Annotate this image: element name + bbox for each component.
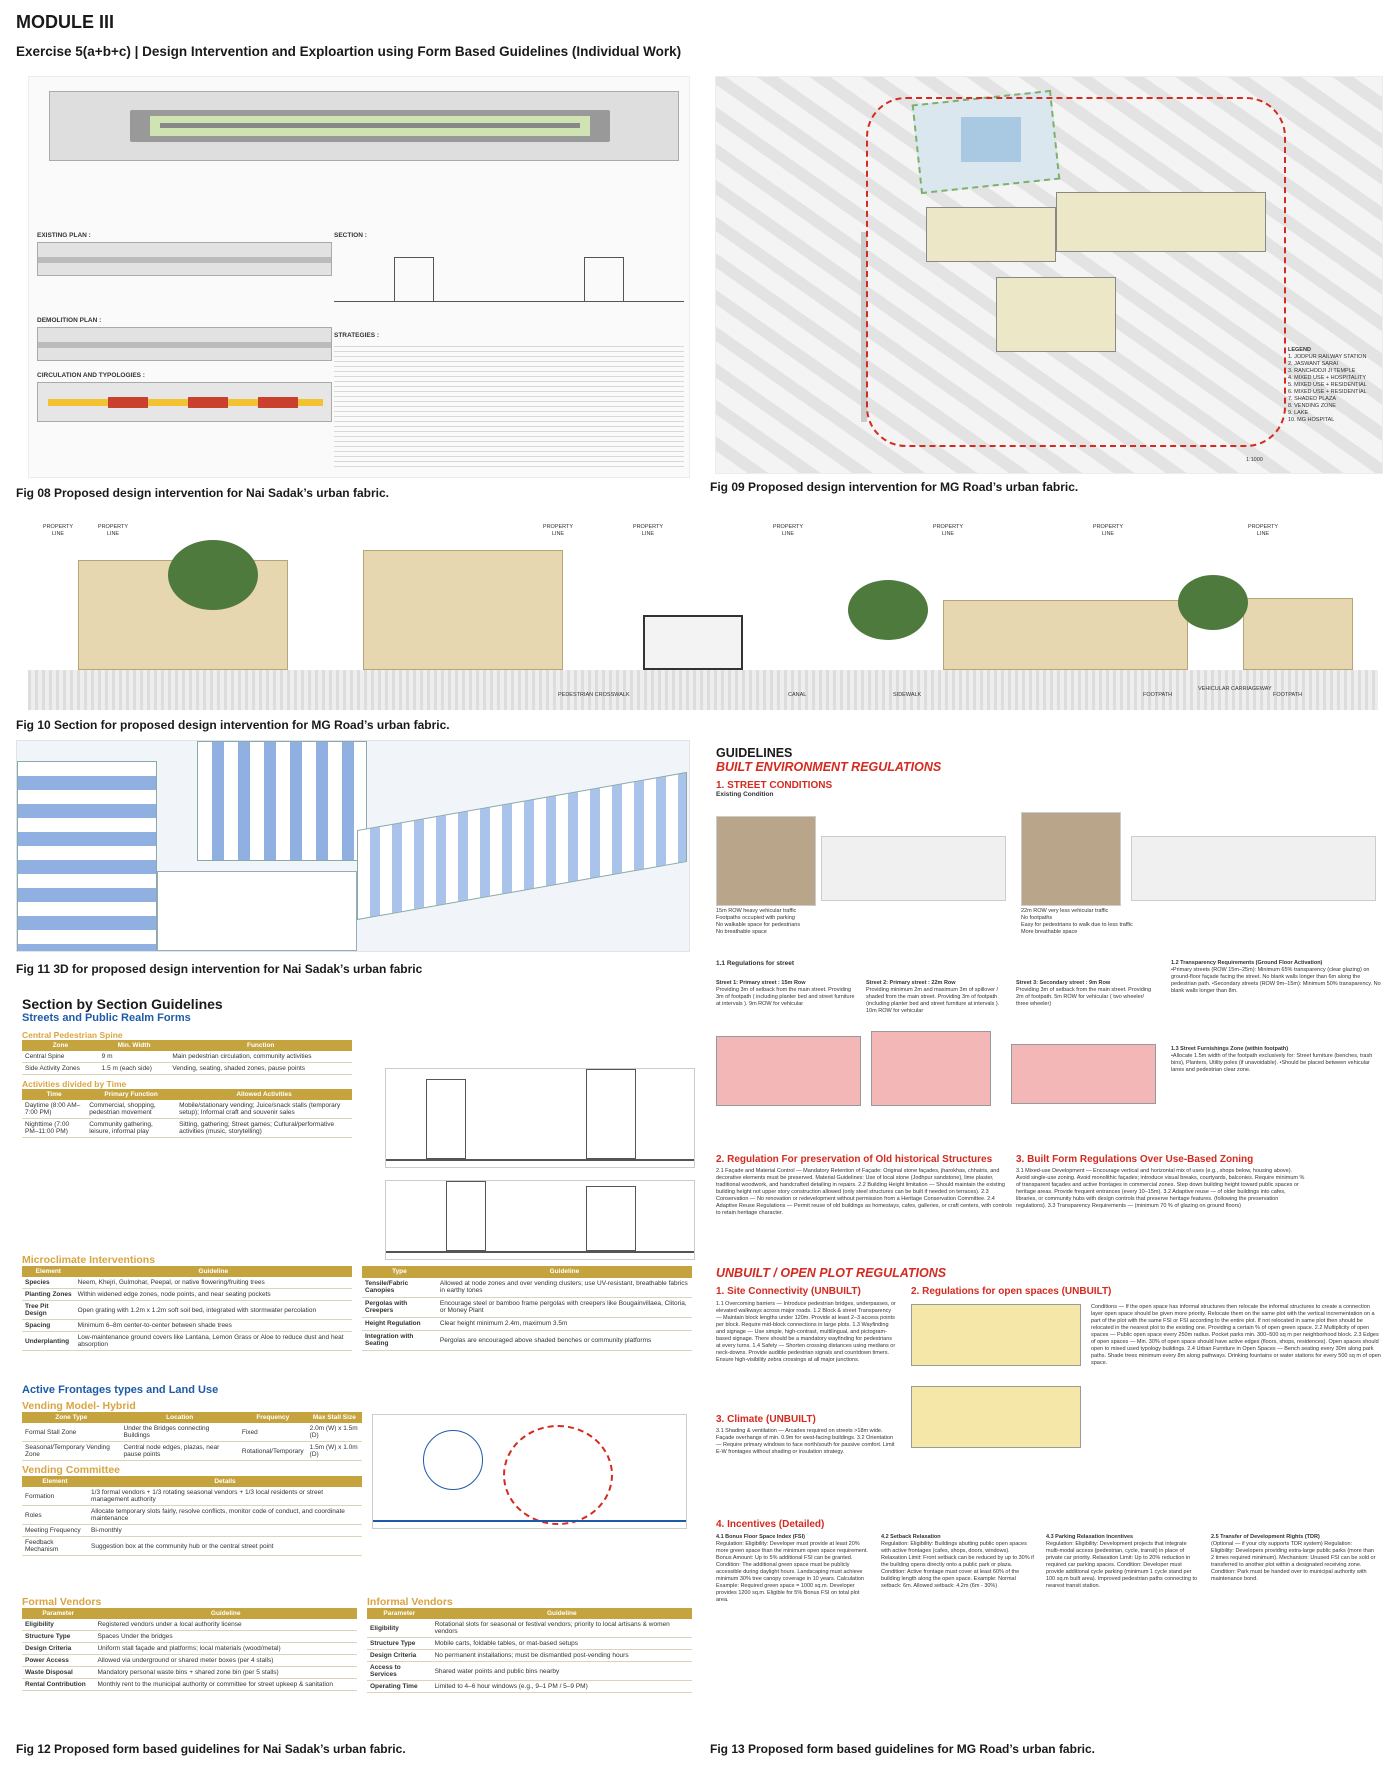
circulation-label: CIRCULATION AND TYPOLOGIES : bbox=[37, 372, 145, 379]
fig13-caption: Fig 13 Proposed form based guidelines for MG Road’s urban fabric. bbox=[710, 1742, 1095, 1756]
table-row: Access to Services Shared water points and public bins nearby bbox=[367, 1662, 692, 1681]
vending-table: Zone Type Location Frequency Max Stall Size Formal Stall Zone Under the Bridges connecting Buildings Fixed 2.0m (W) x 1.5m (D) Seasonal/Temporary Vending Zone Central node edges, plazas, near pause points Rotational/Temporary 1.5m (W) x 1.0m (D) bbox=[22, 1412, 362, 1461]
strategies-label: STRATEGIES : bbox=[334, 332, 380, 339]
legend-item: 8. VENDING ZONE bbox=[1288, 403, 1336, 409]
section-dim-label: SIDEWALK bbox=[893, 692, 922, 698]
table-row: Eligibility Registered vendors under a local authority license bbox=[22, 1619, 357, 1631]
micro-table-2: Type Guideline Tensile/Fabric Canopies Allowed at node zones and over vending clusters; use UV-resistant, breathable fabrics in earthy tones Pergolas with Creepers Encourage steel or bamboo frame pergolas with creepers like Bougainvillaea, Clitoria, or Money Plant Height Regulation Clear height minimum 2.4m, maximum 3.5m Integration with Seating Pergolas are encouraged above shaded benches or community platforms bbox=[362, 1266, 692, 1351]
unbuilt-2-text: Conditions — If the open space has informal structures then relocate the informal structures to create a connection layer open space should be given more priority. Relocate them on the same plot with the vertical incrementation on a part of the plot with the same FSI or FSI according to the entire plot. If not relocated in same plot then should be relocated in the nearest plot to the existing one. Providing a certain % of open green space. 2.2 Multiplicity of open spaces — Public open space every 250m radius. Pocket parks min. 300–500 sq m per neighborhood block. 2.3 Edges of open spaces — Min. 30% of open space should have active edges (floors, shops, residences). Open spaces should open to mixed used typology buildings. 2.4 Urban Furniture in Open Spaces — Bench seating every 30m along park paths. Shade trees minimum every 8m along pathways. Drinking fountains or water stations for every 500 sq m of open space. bbox=[1091, 1304, 1381, 1366]
street-3: Street 3: Secondary street : 9m Row Providing 3m of setback from the main street. Providing 2m of footpath. 5m ROW for vehicular ( two wheeler/ three wheeler) bbox=[1016, 980, 1152, 1007]
mg-title: GUIDELINES bbox=[716, 746, 793, 760]
table-row: Underplanting Low-maintenance ground covers like Lantana, Lemon Grass or Aloe to reduce dust and heat absorption bbox=[22, 1332, 352, 1351]
fig09-legend bbox=[1288, 347, 1378, 424]
street-elev-2 bbox=[1131, 836, 1376, 901]
property-line-label: PROPERTY LINE bbox=[772, 524, 804, 537]
time-table: Time Primary Function Allowed Activities Daytime (8:00 AM–7:00 PM) Commercial, shopping, pedestrian movement Mobile/stationary vending; Juice/snack stalls (temporary setup); Informal craft and souvenir sales Nighttime (7:00 PM–11:00 PM) Community gathering, leisure, informal play Sitting, gathering; Street games; Cultural/performative activities (music, storytelling) bbox=[22, 1089, 352, 1138]
reg-3-title: 3. Built Form Regulations Over Use-Based Zoning bbox=[1016, 1154, 1254, 1165]
ns-title: Section by Section Guidelines bbox=[22, 996, 223, 1012]
vending-sketch bbox=[372, 1414, 687, 1529]
formal-vendors bbox=[22, 1596, 357, 1691]
condition-2: 22m ROW very less vehicular traffic No footpaths Easy for pedestrians to walk due to less traffic More breathable space bbox=[1021, 908, 1133, 935]
table-row: Height Regulation Clear height minimum 2.4m, maximum 3.5m bbox=[362, 1318, 692, 1331]
street-conditions: 1. STREET CONDITIONS bbox=[716, 780, 833, 791]
property-line-label: PROPERTY LINE bbox=[632, 524, 664, 537]
table-row: Structure Type Spaces Under the bridges bbox=[22, 1631, 357, 1643]
mg-guidelines bbox=[716, 746, 1381, 1736]
legend-item: 10. MG HOSPITAL bbox=[1288, 417, 1335, 423]
section-dim-label: VEHICULAR CARRIAGEWAY bbox=[1198, 686, 1272, 692]
table-row: Design Criteria Uniform stall façade and platforms; local materials (wood/metal) bbox=[22, 1643, 357, 1655]
legend-item: 9. LAKE bbox=[1288, 410, 1309, 416]
legend-item: 1. JODPUR RAILWAY STATION bbox=[1288, 354, 1367, 360]
ns-subtitle: Streets and Public Realm Forms bbox=[22, 1012, 191, 1024]
property-line-label: PROPERTY LINE bbox=[42, 524, 74, 537]
spine-title: Central Pedestrian Spine bbox=[22, 1030, 123, 1040]
fig12-caption: Fig 12 Proposed form based guidelines for Nai Sadak’s urban fabric. bbox=[16, 1742, 406, 1756]
existing-plan-label: EXISTING PLAN : bbox=[37, 232, 91, 239]
incentive-2: 4.2 Setback Relaxation Regulation: Eligibility: Buildings abutting public open spaces with active frontages (cafes, shops, doors, windows). Relaxation Limit: Front setback can be reduced by up to 30% if the building opens directly onto a public park or plaza. Condition: Active frontage must cover at least 60% of the building length along the open space. Example: Normal setback: 6m. Allowed setback: 4.2m (6m - 30%) bbox=[881, 1534, 1034, 1589]
section-building-2 bbox=[363, 550, 563, 670]
reg-2-text: 2.1 Façade and Material Control — Mandatory Retention of Façade: Original stone façades, jharokhas, chhatris, and decorative elements must be preserved. Material Guidelines: Use of local stone (Jodhpur sandstone), lime plaster, traditional woodwork, and handcrafted detailing in repairs. 2.2 Building Height limitation — Should maintain the existing building height not upper story construction allowed (only steel structures can be built if needed on terraces). 2.3 Conservation — No renovation or redevelopment without permission from a Heritage Conservation Committee. 2.4 Adaptive Reuse Regulations — Permit reuse of old buildings as homestays, cafes, galleries, or craft centers, with controls to retain heritage character. bbox=[716, 1168, 1012, 1216]
table-row: Feedback Mechanism Suggestion box at the community hub or the central street point bbox=[22, 1537, 362, 1556]
unbuilt-2-title: 2. Regulations for open spaces (UNBUILT) bbox=[911, 1286, 1112, 1297]
street-plan-2 bbox=[1021, 812, 1121, 906]
fig08-section-drawing bbox=[334, 242, 684, 302]
legend-item: 3. RANCHODJI JI TEMPLE bbox=[1288, 368, 1356, 374]
legend-item: 6. MIXED USE + RESIDENTIAL bbox=[1288, 389, 1367, 395]
legend-item: 2. JASWANT SARAI bbox=[1288, 361, 1339, 367]
table-row: Planting Zones Within widened edge zones, node points, and near seating pockets bbox=[22, 1289, 352, 1301]
reg-3-text: 3.1 Mixed-use Development — Encourage vertical and horizontal mix of uses (e.g., shops below, housing above). Avoid single-use zoning. Avoid monolithic façades; introduce visual breaks, courtyards, balconies. Require minimum % of transparent façades and active frontages in commercial zones. Step down building height toward public spaces or heritage areas. Provide frequent entrances (every 10–15m). 3.2 Adaptive reuse — of older buildings into cafes, libraries, or community hubs with design controls that preserve heritage features. (following the preservation regulations). 3.3 Transparency Requirements — (minimum 70 % of glazing on ground floors) bbox=[1016, 1168, 1305, 1209]
table-row: Rental Contribution Monthly rent to the municipal authority or committee for street upkeep & sanitation bbox=[22, 1679, 357, 1691]
section-dim-label: PEDESTRIAN CROSSWALK bbox=[558, 692, 630, 698]
property-line-label: PROPERTY LINE bbox=[97, 524, 129, 537]
built-env-heading: BUILT ENVIRONMENT REGULATIONS bbox=[716, 760, 942, 774]
informal-title: Informal Vendors bbox=[367, 1596, 453, 1608]
incentive-3: 4.3 Parking Relaxation Incentives Regulation: Eligibility: Development projects that integrate multi-modal access (pedestrian, cycle, transit) in place of private car priority. Relaxation Limit: Up to 20% reduction in required car parking spaces. Condition: Developer must provide additional cycle parking (minimum 1 cycle stand per 100 sq.m built area). Improved pedestrian paths connecting to nearest transit station. bbox=[1046, 1534, 1198, 1589]
unbuilt-heading: UNBUILT / OPEN PLOT REGULATIONS bbox=[716, 1266, 947, 1280]
table-row: Spacing Minimum 6–8m center-to-center between shade trees bbox=[22, 1320, 352, 1332]
fig09-map bbox=[715, 76, 1383, 474]
unbuilt-3-text: 3.1 Shading & ventilation — Arcades required on streets >18m wide. Façade overhangs of min. 0.9m for west-facing buildings. 3.2 Orientation — Require primary windows to face north/south for passive comfort. Limit E-W frontages without shading or insulation strategy. bbox=[716, 1428, 895, 1455]
demolition-plan bbox=[37, 327, 332, 361]
street-plan-1 bbox=[716, 816, 816, 906]
table-row: Species Neem, Khejri, Gulmohar, Peepal, or native flowering/fruiting trees bbox=[22, 1277, 352, 1289]
section-dim-label: FOOTPATH bbox=[1143, 692, 1173, 698]
existing-condition: Existing Condition bbox=[716, 791, 774, 798]
section-dim-label: CANAL bbox=[788, 692, 807, 698]
fig11-caption: Fig 11 3D for proposed design intervention for Nai Sadak’s urban fabric bbox=[16, 962, 423, 976]
section-label: SECTION : bbox=[334, 232, 367, 239]
street-section-3 bbox=[1011, 1044, 1156, 1104]
active-frontages bbox=[22, 1384, 362, 1556]
street-2: Street 2: Primary street : 22m Row Providing minimum 2m and maximum 3m of spillover / shaded from the main street. Providing 3m of footpath (including planter bed and street furniture at intervals ). 10m ROW for vehicular bbox=[866, 980, 1000, 1014]
section-building-3 bbox=[943, 600, 1188, 670]
fig08-caption: Fig 08 Proposed design intervention for Nai Sadak’s urban fabric. bbox=[16, 486, 389, 500]
property-line-label: PROPERTY LINE bbox=[1247, 524, 1279, 537]
fig11-3d-view bbox=[16, 740, 690, 952]
ns-section-sketch-2 bbox=[385, 1180, 695, 1260]
street-elev-1 bbox=[821, 836, 1006, 901]
table-row: Tensile/Fabric Canopies Allowed at node zones and over vending clusters; use UV-resistant, breathable fabrics in earthy tones bbox=[362, 1278, 692, 1298]
incentive-4: 2.5 Transfer of Development Rights (TDR) (Optional — if your city supports TDR system) Regulation: Eligibility: Developers providing extra-large public parks (more than 2 times required minimum). Mechanism: Unused FSI can be sold or transferred to another plot within a designated receiving zone. Condition: Park must be handed over to municipal authority with maintenance bond. bbox=[1211, 1534, 1376, 1582]
legend-title: LEGEND bbox=[1288, 347, 1311, 353]
module-title: MODULE III bbox=[16, 12, 114, 32]
committee-table: Element Details Formation 1/3 formal vendors + 1/3 rotating seasonal vendors + 1/3 local residents or street management authority Roles Allocate temporary slots fairly, resolve conflicts, monitor code of conduct, and coordinate maintenance Meeting Frequency Bi-monthly Feedback Mechanism Suggestion box at the community hub or the central street point bbox=[22, 1476, 362, 1556]
street-section-2 bbox=[871, 1031, 991, 1106]
table-row: Design Criteria No permanent installations; must be dismantled post-vending hours bbox=[367, 1650, 692, 1662]
informal-vendors bbox=[367, 1596, 692, 1693]
reg-11: 1.1 Regulations for street bbox=[716, 960, 795, 967]
table-row: Pergolas with Creepers Encourage steel or bamboo frame pergolas with creepers like Bougainvillaea, Clitoria, or Money Plant bbox=[362, 1297, 692, 1317]
active-title: Active Frontages types and Land Use bbox=[22, 1384, 219, 1396]
informal-table: Parameter Guideline Eligibility Rotational slots for seasonal or festival vendors; priority to local artisans & women vendors Structure Type Mobile carts, foldable tables, or mat-based setups Design Criteria No permanent installations; must be dismantled post-vending hours Access to Services Shared water points and public bins nearby Operating Time Limited to 4–6 hour windows (e.g., 9–1 PM / 5–9 PM) bbox=[367, 1608, 692, 1693]
open-space-diagram-1 bbox=[911, 1304, 1081, 1366]
property-line-label: PROPERTY LINE bbox=[1092, 524, 1124, 537]
reg-2-title: 2. Regulation For preservation of Old historical Structures bbox=[716, 1154, 993, 1165]
table-row: Central Spine 9 m Main pedestrian circulation, community activities bbox=[22, 1051, 352, 1063]
fig09-scale: 1:1000 bbox=[1246, 457, 1263, 463]
spine-table: Zone Min. Width Function Central Spine 9 m Main pedestrian circulation, community activities Side Activity Zones 1.5 m (each side) Vending, seating, shaded zones, pause points bbox=[22, 1040, 352, 1075]
condition-1: 15m ROW heavy vehicular traffic Footpaths occupied with parking No walkable space for pedestrians No breathable space bbox=[716, 908, 801, 935]
fig10-caption: Fig 10 Section for proposed design intervention for MG Road’s urban fabric. bbox=[16, 718, 450, 732]
table-row: Seasonal/Temporary Vending Zone Central node edges, plazas, near pause points Rotational/Temporary 1.5m (W) x 1.0m (D) bbox=[22, 1442, 362, 1461]
unbuilt-1-text: 1.1 Overcoming barriers — Introduce pedestrian bridges, underpasses, or elevated walkways across major roads. 1.2 Block & street Transparency — Maintain block lengths under 120m. Provide at least 2–3 access points per block. Require mid-block connections in large plots. 1.3 Wayfinding and signage — Use simple, high-contrast, multilingual, and pictogram-based signage. There should be a mandatory wayfinding for pedestrians at every turns. 1.4 Safety — Shorten crossing distances using medians or neck-downs. Provide audible pedestrian signals and countdown timers. Ensure high-visibility zebra crossings at all major junctions. bbox=[716, 1301, 896, 1363]
fig08-panel bbox=[28, 76, 690, 478]
micro-title: Microclimate Interventions bbox=[22, 1254, 156, 1266]
circulation-plan bbox=[37, 382, 332, 422]
section-building-4 bbox=[1243, 598, 1353, 670]
open-space-diagram-2 bbox=[911, 1386, 1081, 1448]
table-row: Operating Time Limited to 4–6 hour windows (e.g., 9–1 PM / 5–9 PM) bbox=[367, 1681, 692, 1693]
vending-title: Vending Model- Hybrid bbox=[22, 1400, 136, 1412]
table-row: Integration with Seating Pergolas are encouraged above shaded benches or community platforms bbox=[362, 1330, 692, 1350]
unbuilt-1-title: 1. Site Connectivity (UNBUILT) bbox=[716, 1286, 861, 1297]
furnishing: 1.3 Street Furnishings Zone (within footpath) •Allocate 1.5m width of the footpath exclusively for: Street furniture (benches, trash bins), Planters, Utility poles (if unavoidable). •Should be placed between vehicular lanes and pedestrian clear zone. bbox=[1171, 1046, 1373, 1073]
table-row: Power Access Allowed via underground or shared meter boxes (per 4 stalls) bbox=[22, 1655, 357, 1667]
nai-sadak-plan bbox=[49, 91, 679, 161]
street-section-1 bbox=[716, 1036, 861, 1106]
table-row: Waste Disposal Mandatory personal waste bins + shared zone bin (per 5 stalls) bbox=[22, 1667, 357, 1679]
fig10-section bbox=[28, 520, 1378, 712]
table-row: Formal Stall Zone Under the Bridges connecting Buildings Fixed 2.0m (W) x 1.5m (D) bbox=[22, 1423, 362, 1442]
committee-title: Vending Committee bbox=[22, 1464, 121, 1476]
formal-table: Parameter Guideline Eligibility Registered vendors under a local authority license Structure Type Spaces Under the bridges Design Criteria Uniform stall façade and platforms; local materials (wood/metal) Power Access Allowed via underground or shared meter boxes (per 4 stalls) Waste Disposal Mandatory personal waste bins + shared zone bin (per 5 stalls) Rental Contribution Monthly rent to the municipal authority or committee for street upkeep & sanitation bbox=[22, 1608, 357, 1691]
fig09-caption: Fig 09 Proposed design intervention for MG Road’s urban fabric. bbox=[710, 480, 1079, 494]
legend-item: 7. SHADED PLAZA bbox=[1288, 396, 1336, 402]
micro-table: Element Guideline Species Neem, Khejri, Gulmohar, Peepal, or native flowering/fruiting trees Planting Zones Within widened edge zones, node points, and near seating pockets Tree Pit Design Open grating with 1.2m x 1.2m soft soil bed, integrated with stormwater percolation Spacing Minimum 6–8m center-to-center between shade trees Underplanting Low-maintenance ground covers like Lantana, Lemon Grass or Aloe to reduce dust and heat absorption bbox=[22, 1266, 352, 1351]
legend-item: 4. MIXED USE + HOSPITALITY bbox=[1288, 375, 1366, 381]
property-line-label: PROPERTY LINE bbox=[932, 524, 964, 537]
ns-guidelines bbox=[22, 996, 352, 1138]
section-dim-label: FOOTPATH bbox=[1273, 692, 1303, 698]
existing-plan bbox=[37, 242, 332, 276]
table-row: Formation 1/3 formal vendors + 1/3 rotating seasonal vendors + 1/3 local residents or street management authority bbox=[22, 1487, 362, 1506]
exercise-title: Exercise 5(a+b+c) | Design Intervention and Exploartion using Form Based Guidelines (Individual Work) bbox=[16, 44, 682, 59]
transparency: 1.2 Transparency Requirements (Ground Floor Activation) •Primary streets (ROW 15m–25m): Minimum 65% transparency (clear glazing) on ground-floor façade facing the street. No blank walls longer than 6m along the pedestrian path. •Secondary streets (ROW 9m–15m): Minimum 50% transparency. No blank walls longer than 8m. bbox=[1171, 960, 1381, 994]
table-row: Side Activity Zones 1.5 m (each side) Vending, seating, shaded zones, pause points bbox=[22, 1063, 352, 1075]
legend-item: 5. MIXED USE + RESIDENTIAL bbox=[1288, 382, 1367, 388]
fig08-strategies-text bbox=[334, 342, 684, 467]
table-row: Roles Allocate temporary slots fairly, resolve conflicts, monitor code of conduct, and coordinate maintenance bbox=[22, 1506, 362, 1525]
table-row: Meeting Frequency Bi-monthly bbox=[22, 1525, 362, 1537]
microclimate-section bbox=[22, 1254, 692, 1351]
section-kiosk bbox=[643, 615, 743, 670]
unbuilt-3-title: 3. Climate (UNBUILT) bbox=[716, 1414, 816, 1425]
table-row: Eligibility Rotational slots for seasonal or festival vendors; priority to local artisans & women vendors bbox=[367, 1619, 692, 1638]
incentives-title: 4. Incentives (Detailed) bbox=[716, 1519, 825, 1530]
table-row: Tree Pit Design Open grating with 1.2m x 1.2m soft soil bed, integrated with stormwater percolation bbox=[22, 1301, 352, 1320]
property-line-label: PROPERTY LINE bbox=[542, 524, 574, 537]
table-row: Daytime (8:00 AM–7:00 PM) Commercial, shopping, pedestrian movement Mobile/stationary vending; Juice/snack stalls (temporary setup); Informal craft and souvenir sales bbox=[22, 1100, 352, 1119]
street-1: Street 1: Primary street : 15m Row Providing 3m of setback from the main street. Providing 3m of footpath ( including planter bed and street furniture at intervals ). 9m ROW for vehicular bbox=[716, 980, 855, 1007]
incentive-1: 4.1 Bonus Floor Space Index (FSI) Regulation: Eligibility: Developer must provide at least 20% more green space than the minimum open space requirement. Bonus Amount: Up to 5% additional FSI can be granted. Condition: The additional green space must be publicly accessible during daylight hours. Landscaping must achieve minimum 30% tree canopy coverage in 10 years. Calculation Example: Required green space = 1000 sq.m. Developer provides 1200 sq.m. Eligible for 5% Bonus FSI on total plot area. bbox=[716, 1534, 868, 1603]
formal-title: Formal Vendors bbox=[22, 1596, 102, 1608]
time-title: Activities divided by Time bbox=[22, 1079, 127, 1089]
demolition-plan-label: DEMOLITION PLAN : bbox=[37, 317, 102, 324]
table-row: Structure Type Mobile carts, foldable tables, or mat-based setups bbox=[367, 1638, 692, 1650]
table-row: Nighttime (7:00 PM–11:00 PM) Community gathering, leisure, informal play Sitting, gathering; Street games; Cultural/performative activities (music, storytelling) bbox=[22, 1119, 352, 1138]
ns-section-sketch-1 bbox=[385, 1068, 695, 1168]
